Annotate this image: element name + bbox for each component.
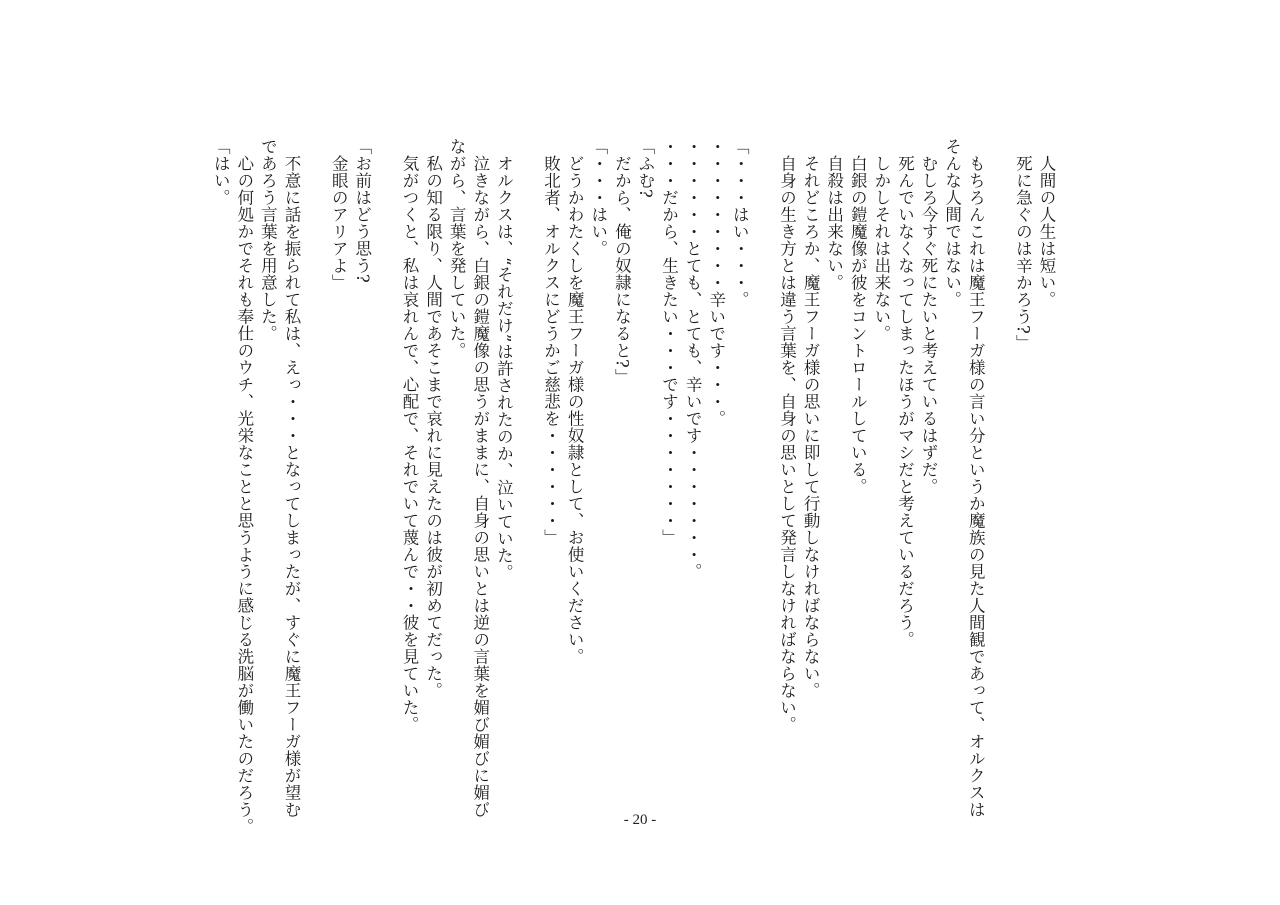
text-line: 泣きながら、白銀の鎧魔像の思うがままに、自身の思いとは逆の言葉を媚び媚びに媚び: [470, 138, 490, 818]
text-line: 死に急ぐのは辛かろう?」: [1013, 138, 1033, 352]
text-line: むしろ今すぐ死にたいと考えているはずだ。: [919, 138, 939, 495]
text-line: だから、俺の奴隷になると?」: [612, 138, 632, 386]
text-line: であろう言葉を用意した。: [258, 138, 278, 342]
text-line: 金眼のアリアよ」: [329, 138, 349, 291]
text-line: 「・・・はい。: [588, 138, 608, 257]
text-line: ながら、言葉を発していた。: [447, 138, 467, 359]
text-line: オルクスは、“それだけ”は許されたのか、泣いていた。: [494, 138, 514, 581]
text-line: ・・・・・・・・・辛いです・・・。: [706, 138, 726, 427]
text-line: 気がつくと、私は哀れんで、心配で、それでいて蔑んで・・彼を見ていた。: [399, 138, 419, 733]
text-line: どうかわたくしを魔王フーガ様の性奴隷として、お使いください。: [565, 138, 585, 665]
text-line: 「はい。: [211, 138, 231, 206]
text-line: 「お前はどう思う?: [352, 138, 372, 284]
page-number: - 20 -: [623, 812, 657, 828]
text-line: 人間の人生は短い。: [1037, 138, 1056, 308]
text-line: しかしそれは出来ない。: [871, 138, 891, 342]
text-line: 自身の生き方とは違う言葉を、自身の思いとして発言しなければならない。: [777, 138, 797, 733]
text-line: ・・・・・・とても、とても、辛いです・・・・・・・。: [683, 138, 703, 580]
text-line: 敗北者、オルクスにどうかご慈悲を・・・・・・」: [541, 138, 561, 546]
text-line: [751, 138, 775, 788]
text-line: そんな人間ではない。: [942, 138, 962, 308]
text-line: 「ふむ?: [635, 138, 655, 199]
text-line: 心の何処かでそれも奉仕のウチ、光栄なことと思うように感じる洗脳が働いたのだろう。: [234, 138, 254, 835]
text-line: [987, 138, 1011, 788]
text-line: 自殺は出来ない。: [824, 138, 844, 291]
text-line: [515, 138, 539, 788]
text-line: 不意に話を振られて私は、えっ・・・となってしまったが、すぐに魔王フーガ様が望む: [282, 138, 301, 818]
text-line: それどころか、魔王フーガ様の思いに即して行動しなければならない。: [801, 138, 821, 699]
text-line: 「・・・はい・・・。: [730, 138, 750, 308]
text-line: もちろんこれは魔王フーガ様の言い分というか魔族の見た人間観であって、オルクスは: [966, 138, 986, 818]
text-line: 白銀の鎧魔像が彼をコントロールしている。: [848, 138, 868, 495]
text-line: 私の知る限り、人間であそこまで哀れに見えたのは彼が初めてだった。: [423, 138, 443, 699]
text-line: [374, 138, 398, 788]
text-line: ・・・だから、生きたい・・・です・・・・・・・」: [659, 138, 679, 546]
text-line: [303, 138, 327, 788]
text-line: 死んでいなくなってしまったほうがマシだと考えているだろう。: [895, 138, 915, 648]
